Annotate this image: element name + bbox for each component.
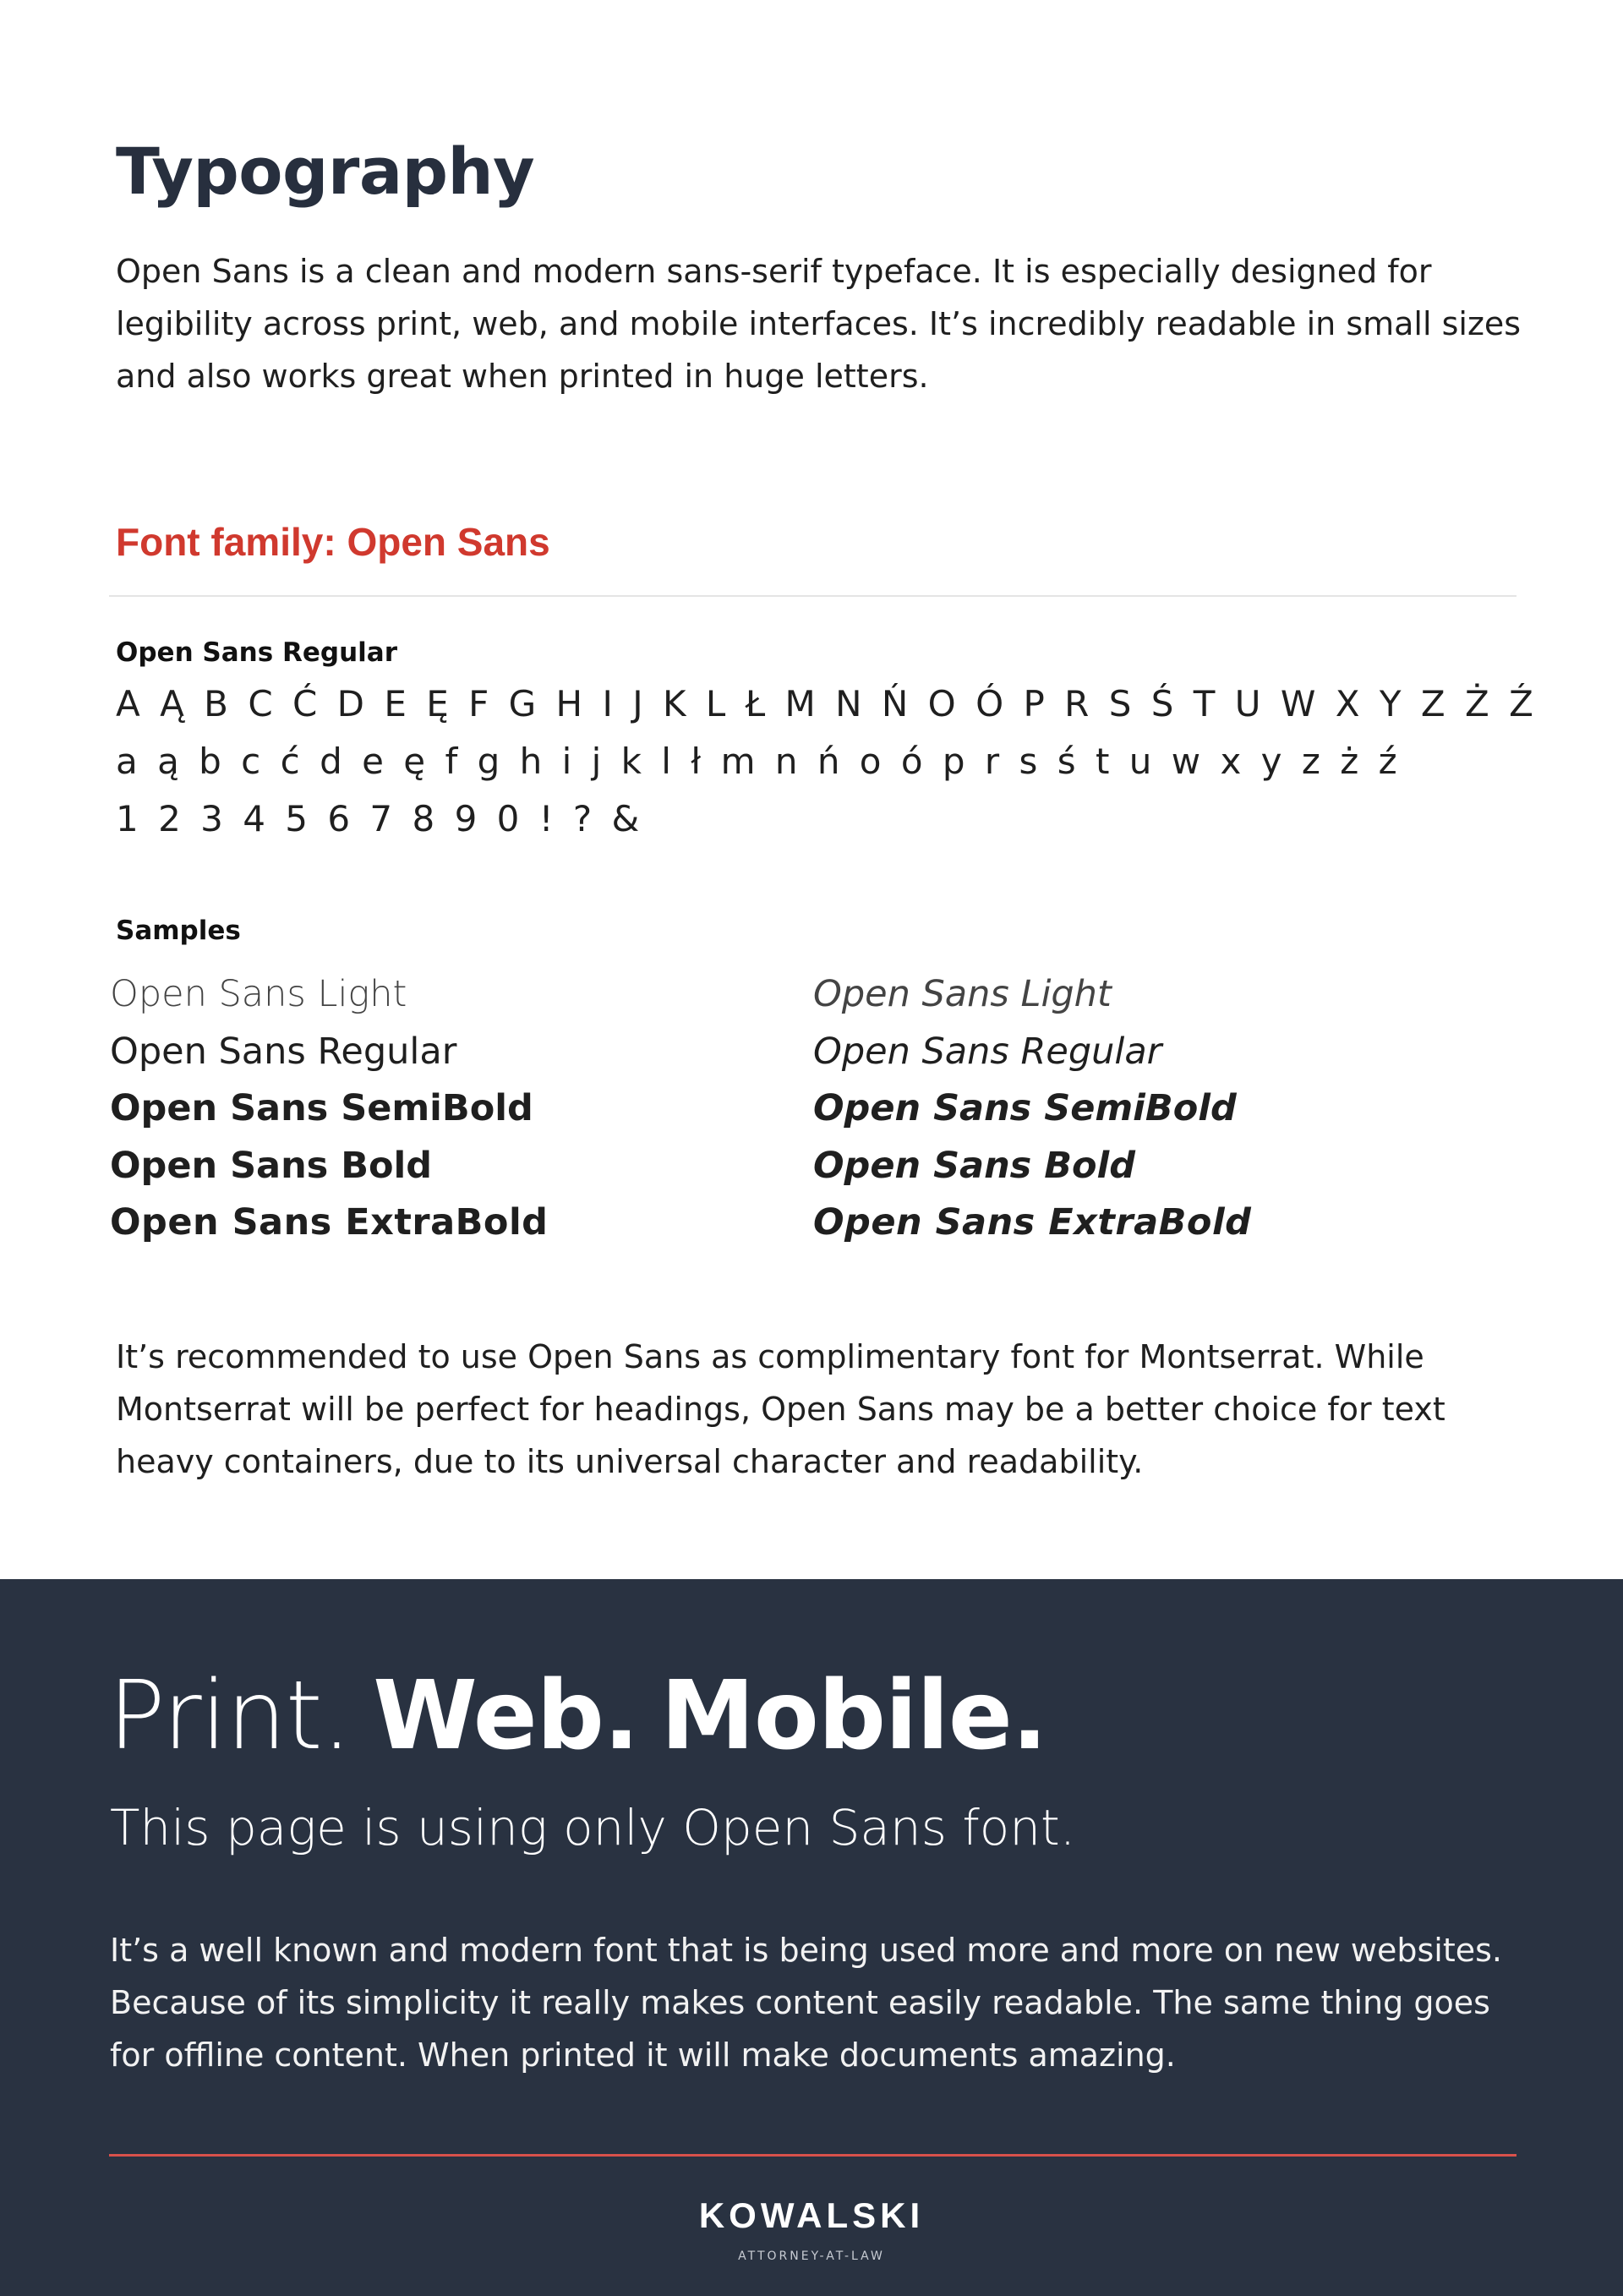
brand-tagline: ATTORNEY-AT-LAW [738,2250,885,2263]
sample-semibold: Open Sans SemiBold [110,1087,533,1129]
hero-web: Web. [373,1661,639,1771]
sample-bold: Open Sans Bold [110,1144,433,1187]
sample-semibold-italic: Open Sans SemiBold [813,1087,1237,1129]
samples-label: Samples [116,916,241,946]
sample-extrabold-italic: Open Sans ExtraBold [813,1201,1252,1244]
lowercase-glyphs: a ą b c ć d e ę f g h i j k l ł m n ń o ó p r s ś t u w x y z ż ź [116,741,1402,782]
sample-extrabold: Open Sans ExtraBold [110,1201,549,1244]
hero-headline [108,1661,1068,1771]
italic-samples [813,966,1251,1252]
digit-glyphs: 1 2 3 4 5 6 7 8 9 0 ! ? & [116,798,644,839]
sample-bold-italic: Open Sans Bold [813,1144,1136,1187]
sample-regular-italic: Open Sans Regular [813,1030,1162,1073]
intro-paragraph: Open Sans is a clean and modern sans-serif typeface. It is especially designed for legibility across print, web, and mobile interfaces. It’s incredibly readable in small sizes and also works great when printed in huge letters. [116,253,1522,395]
font-family-heading: Font family: Open Sans [116,520,550,564]
closing-paragraph: It’s recommended to use Open Sans as complimentary font for Montserrat. While Montserrat will be perfect for headings, Open Sans may be a better choice for text heavy containers, due to its universal character and readability. [116,1338,1445,1480]
footer-subtitle: This page is using only Open Sans font. [110,1799,1076,1856]
sample-light: Open Sans Light [110,973,407,1015]
page-title: Typography [116,134,535,209]
brand-logo: KOWALSKI [698,2195,925,2235]
footer-divider [109,2154,1516,2157]
regular-label: Open Sans Regular [116,637,397,668]
upright-samples [110,966,548,1252]
hero-print: Print. [108,1661,352,1771]
footer-paragraph: It’s a well known and modern font that is being used more and more on new websites. Because of its simplicity it really makes content easily readable. The same thing goes for offline content. When printed it will make documents amazing. [110,1932,1503,2074]
uppercase-glyphs: A Ą B C Ć D E Ę F G H I J K L Ł M N Ń O Ó P R S Ś T U W X Y Z Ż Ź [116,683,1538,724]
sample-regular: Open Sans Regular [110,1030,457,1073]
sample-light-italic: Open Sans Light [813,973,1112,1015]
section-divider [109,595,1516,597]
hero-mobile: Mobile. [660,1661,1047,1771]
